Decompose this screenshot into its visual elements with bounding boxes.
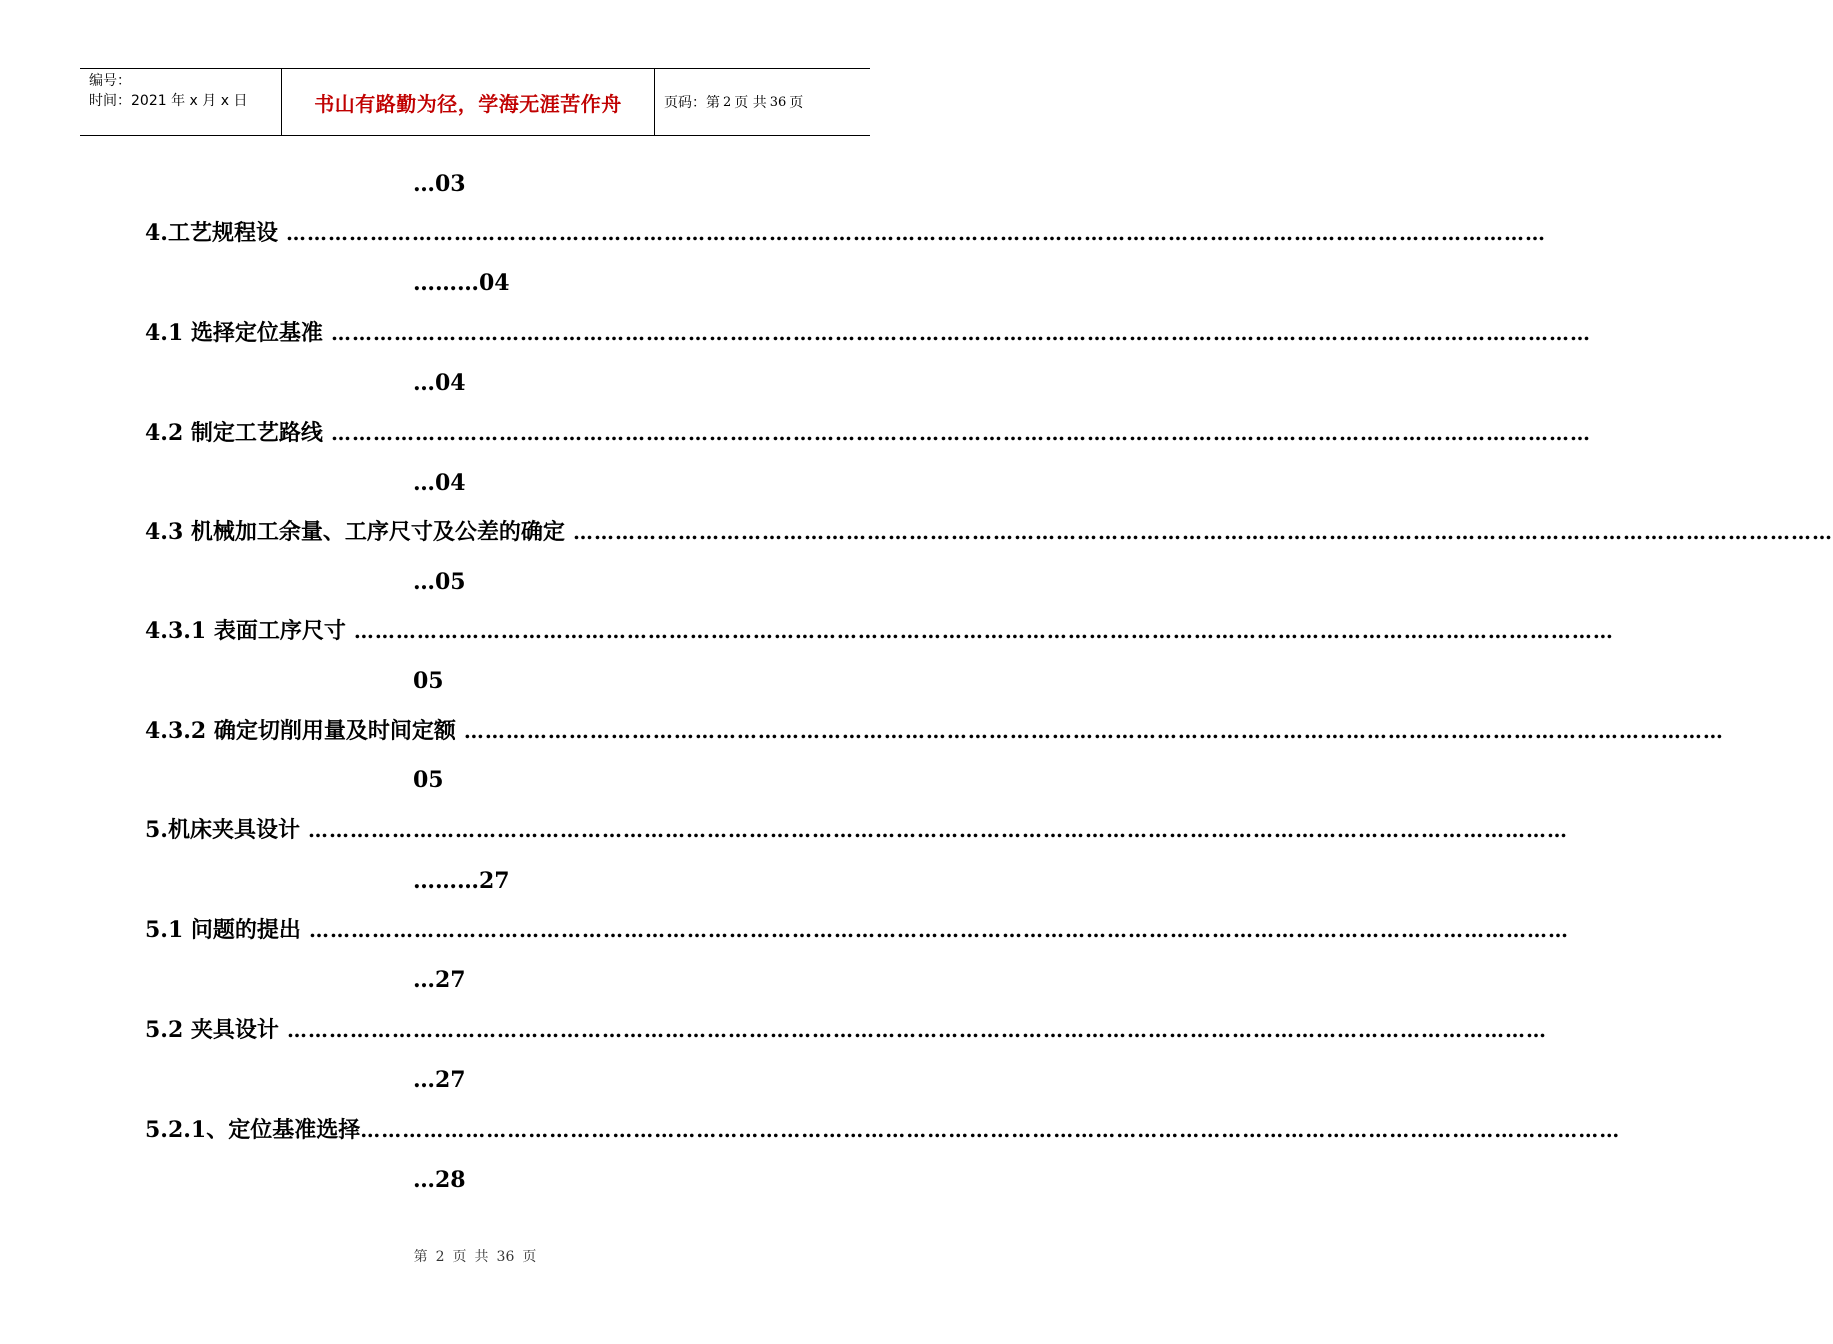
page-header	[80, 68, 870, 136]
toc-entry[interactable]	[145, 1015, 1547, 1045]
toc-continuation-page: …03	[413, 171, 466, 197]
toc-leader-dots: ………………………………………………………………………………………………………………………………………………………………	[285, 221, 1546, 245]
toc-entry-title: 4.3.1 表面工序尺寸	[145, 618, 346, 644]
footer-gong: 共	[474, 1249, 489, 1265]
toc-leader-dots: ………………………………………………………………………………………………………………………………………………………………	[330, 421, 1591, 445]
toc-entry-title: 4.2 制定工艺路线	[145, 420, 323, 446]
toc-entry-page: …04	[413, 370, 466, 396]
toc-entry[interactable]	[145, 517, 1833, 547]
toc-entry-title: 5.2.1、定位基准选择	[145, 1117, 361, 1143]
footer-last: 页	[522, 1249, 537, 1265]
toc-leader-dots: ………………………………………………………………………………………………………………………………………………………………	[330, 321, 1591, 345]
toc-leader-dots: ………………………………………………………………………………………………………………………………………………………………	[353, 619, 1614, 643]
toc-entry[interactable]	[145, 1115, 1621, 1145]
toc-entry[interactable]	[145, 915, 1569, 945]
toc-entry-page: ………27	[413, 868, 510, 894]
toc-entry[interactable]	[145, 716, 1724, 746]
motto: 书山有路勤为径，学海无涯苦作舟	[314, 91, 622, 116]
toc-entry-title: 5.2 夹具设计	[145, 1017, 279, 1043]
footer-mid: 页	[452, 1249, 467, 1265]
toc-entry-title: 4.工艺规程设	[145, 220, 278, 246]
page-footer	[0, 1246, 950, 1266]
page-current: 2	[723, 94, 732, 110]
header-info-cell	[80, 69, 282, 135]
page-suffix: 页	[789, 95, 804, 111]
toc-entry-page: 05	[413, 767, 444, 793]
header-motto-cell	[282, 69, 655, 135]
toc-entry-page: ………04	[413, 270, 510, 296]
toc-entry-title: 5.1 问题的提出	[145, 917, 301, 943]
toc-entry-title: 4.3 机械加工余量、工序尺寸及公差的确定	[145, 519, 565, 545]
toc-leader-dots: ………………………………………………………………………………………………………………………………………………………………	[360, 1118, 1621, 1142]
toc-entry-title: 5.机床夹具设计	[145, 817, 300, 843]
toc-entry[interactable]	[145, 815, 1568, 845]
toc-leader-dots: ………………………………………………………………………………………………………………………………………………………………	[308, 918, 1569, 942]
footer-first: 第	[413, 1249, 428, 1265]
toc-entry-page: …28	[413, 1167, 466, 1193]
footer-current: 2	[435, 1249, 445, 1265]
toc-entry-page: …27	[413, 1067, 466, 1093]
toc-leader-dots: ………………………………………………………………………………………………………………………………………………………………	[572, 520, 1833, 544]
page-prefix: 页码：第	[664, 95, 720, 111]
toc-entry[interactable]	[145, 418, 1591, 448]
number-label: 编号：	[89, 73, 131, 89]
page-mid: 页 共	[734, 95, 767, 111]
toc-leader-dots: ………………………………………………………………………………………………………………………………………………………………	[286, 1018, 1547, 1042]
toc-leader-dots: ………………………………………………………………………………………………………………………………………………………………	[307, 818, 1568, 842]
page-total: 36	[769, 94, 787, 110]
toc-entry-page: …05	[413, 569, 466, 595]
footer-total: 36	[496, 1249, 515, 1265]
time-label: 时间：2021 年 x 月 x 日	[89, 93, 248, 109]
toc-entry-page: …27	[413, 967, 466, 993]
header-page-cell	[655, 69, 870, 135]
toc-entry[interactable]	[145, 616, 1614, 646]
toc-entry-title: 4.1 选择定位基准	[145, 320, 323, 346]
toc-entry-page: 05	[413, 668, 444, 694]
toc-entry-page: …04	[413, 470, 466, 496]
toc-leader-dots: ………………………………………………………………………………………………………………………………………………………………	[463, 719, 1724, 743]
toc-entry-title: 4.3.2 确定切削用量及时间定额	[145, 718, 456, 744]
toc-entry[interactable]	[145, 218, 1546, 248]
toc-entry[interactable]	[145, 318, 1591, 348]
